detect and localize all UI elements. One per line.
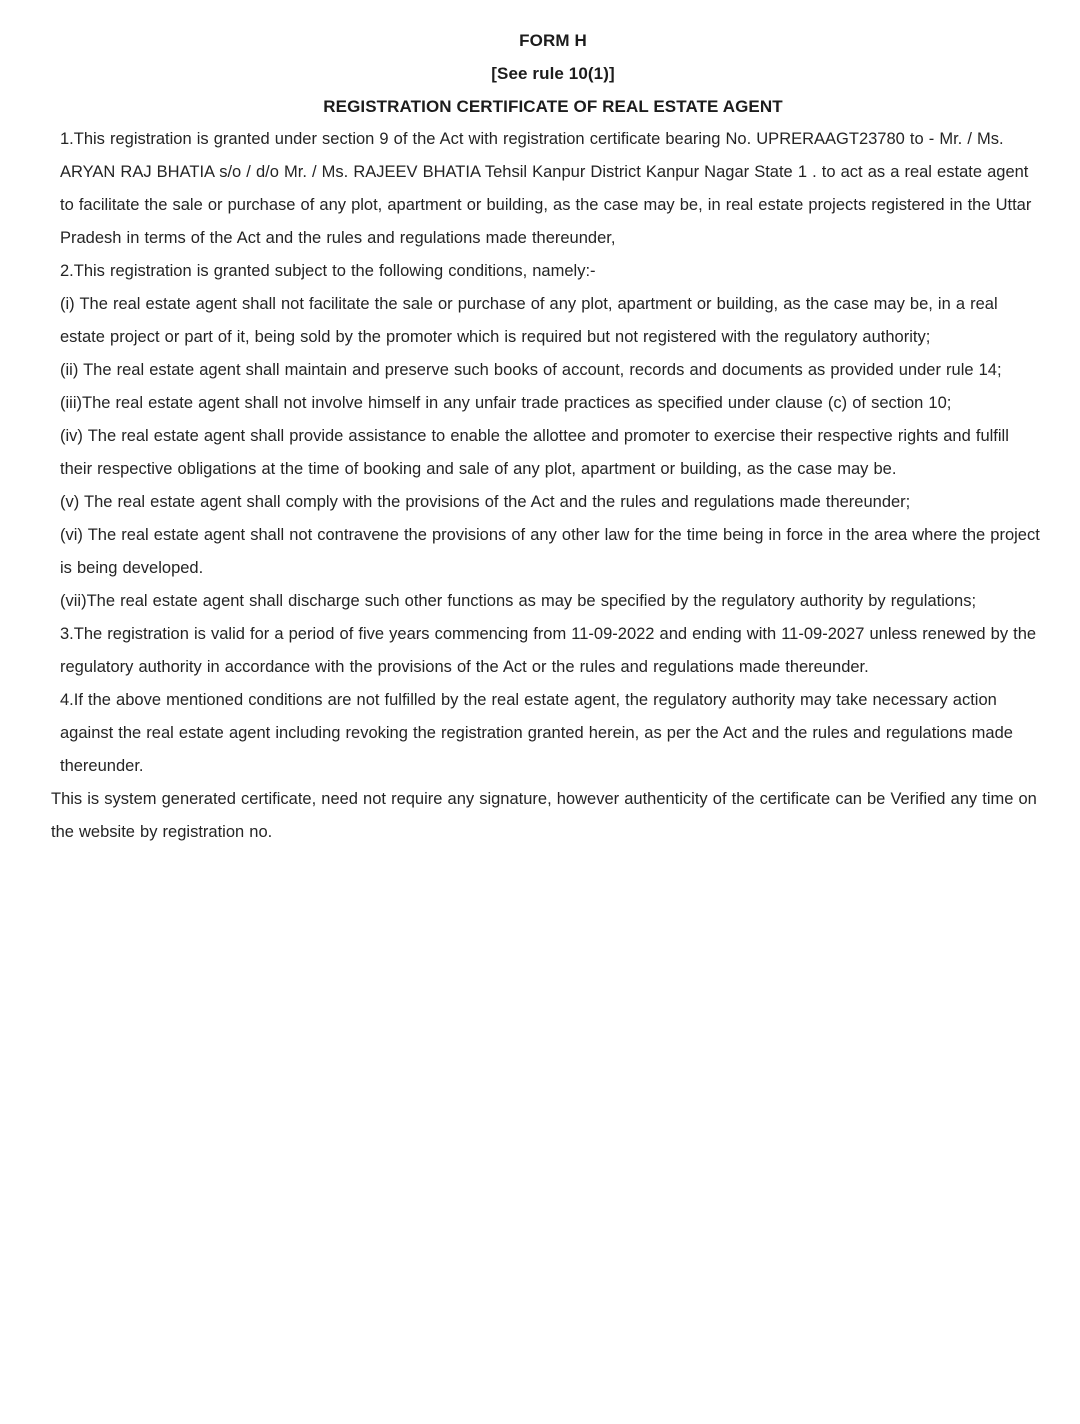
- condition-vi: (vi) The real estate agent shall not contravene the provisions of any other law for the time being in force in the area where the project is being developed.: [60, 526, 1040, 577]
- clause-4: 4.If the above mentioned conditions are not fulfilled by the real estate agent, the regulatory authority may take necessary action against the real estate agent including revoking the registration granted herein, as per the Act and the rules and regulations made thereunder.: [60, 691, 1013, 775]
- form-title: FORM H: [519, 31, 587, 50]
- condition-iii: (iii)The real estate agent shall not involve himself in any unfair trade practices as specified under clause (c) of section 10;: [60, 394, 952, 412]
- certificate-body: [60, 123, 1046, 783]
- condition-i: (i) The real estate agent shall not facilitate the sale or purchase of any plot, apartment or building, as the case may be, in a real estate project or part of it, being sold by the promoter which is required but not registered with the regulatory authority;: [60, 295, 998, 346]
- condition-iv: (iv) The real estate agent shall provide assistance to enable the allottee and promoter to exercise their respective rights and fulfill their respective obligations at the time of booking and sale of any plot, apartment or building, as the case may be.: [60, 427, 1009, 478]
- clause-3: 3.The registration is valid for a period of five years commencing from 11-09-2022 and ending with 11-09-2027 unless renewed by the regulatory authority in accordance with the provisions of the Act or the rules and regulations made thereunder.: [60, 625, 1037, 676]
- condition-v: (v) The real estate agent shall comply with the provisions of the Act and the rules and regulations made thereunder;: [60, 493, 911, 511]
- certificate-heading: REGISTRATION CERTIFICATE OF REAL ESTATE AGENT: [323, 97, 783, 116]
- clause-2: 2.This registration is granted subject to the following conditions, namely:-: [60, 262, 596, 280]
- clause-1: 1.This registration is granted under section 9 of the Act with registration certificate bearing No. UPRERAAGT23780 to - Mr. / Ms. ARYAN RAJ BHATIA s/o / d/o Mr. / Ms. RAJEEV BHATIA Tehsil Kanpur District Kanpur Nagar State 1 . to act as a real estate agent to facilitate the sale or purchase of any plot, apartment or building, as the case may be, in real estate projects registered in the Uttar Pradesh in terms of the Act and the rules and regulations made thereunder,: [60, 130, 1032, 247]
- condition-ii: (ii) The real estate agent shall maintain and preserve such books of account, records and documents as provided under rule 14;: [60, 361, 1002, 379]
- condition-vii: (vii)The real estate agent shall discharge such other functions as may be specified by the regulatory authority by regulations;: [60, 592, 977, 610]
- system-generated-note: This is system generated certificate, need not require any signature, however authenticity of the certificate can be Verified any time on the website by registration no.: [51, 790, 1037, 841]
- rule-reference: [See rule 10(1)]: [491, 64, 615, 83]
